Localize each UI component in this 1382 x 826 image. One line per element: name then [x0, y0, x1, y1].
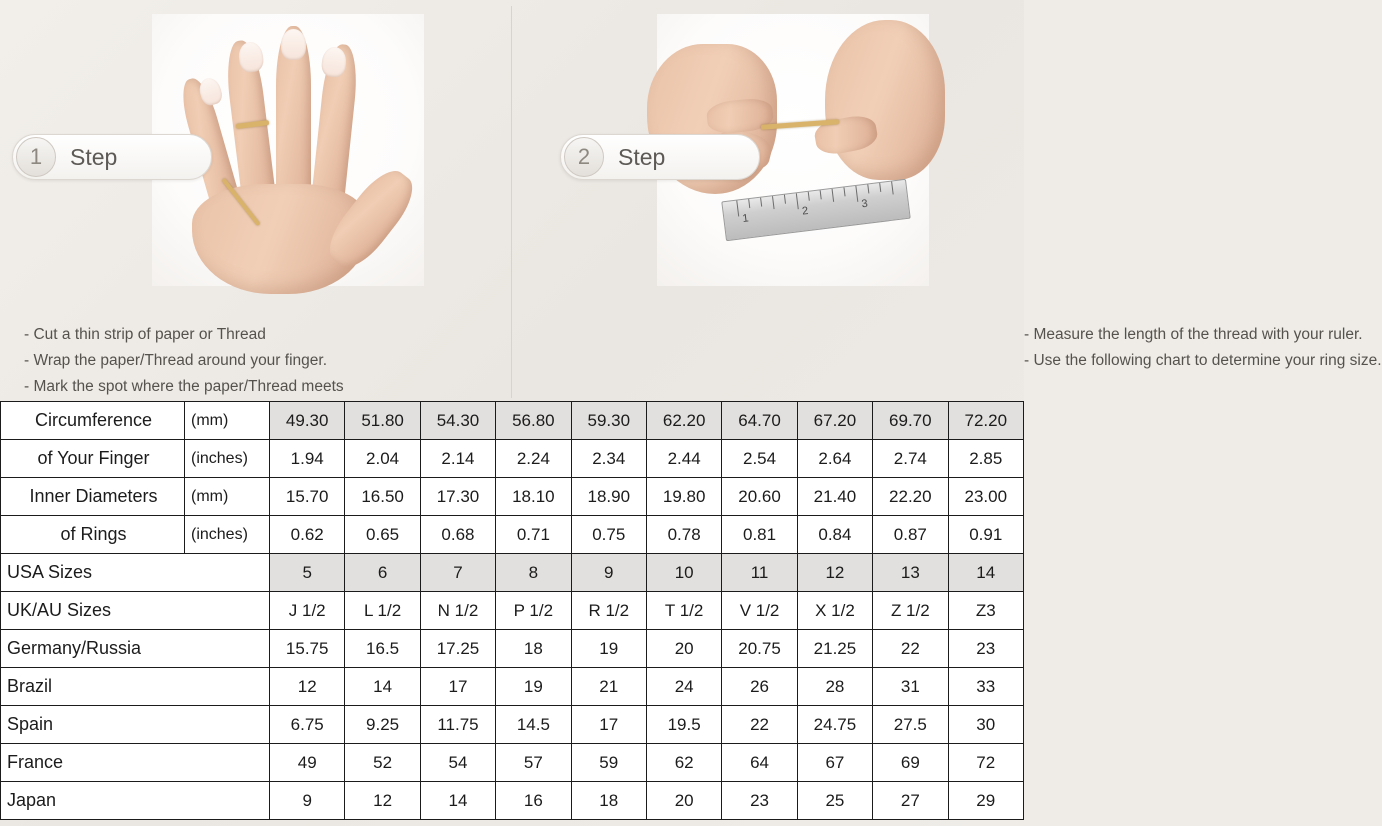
- step-number-2: 2: [564, 137, 604, 177]
- cell: 0.68: [420, 516, 495, 554]
- cell: 21.40: [797, 478, 872, 516]
- cell: 19.80: [646, 478, 721, 516]
- step-2-bullet-2: - Use the following chart to determine your ring size.: [1024, 352, 1382, 369]
- cell: 8: [496, 554, 571, 592]
- cell: 23.00: [948, 478, 1023, 516]
- cell: 9: [571, 554, 646, 592]
- table-row: [1, 440, 1024, 478]
- ruler-number-2: 2: [801, 205, 809, 218]
- cell: 2.64: [797, 440, 872, 478]
- ruler-tick: [820, 190, 822, 199]
- cell: 25: [797, 782, 872, 820]
- cell: 57: [496, 744, 571, 782]
- cell: 59: [571, 744, 646, 782]
- table-row: [1, 592, 1024, 630]
- cell: 2.54: [722, 440, 797, 478]
- cell: 1.94: [270, 440, 345, 478]
- step-panel-2: [512, 0, 1382, 400]
- cell: 28: [797, 668, 872, 706]
- cell: 52: [345, 744, 420, 782]
- cell: 2.04: [345, 440, 420, 478]
- ruler-tick: [760, 198, 762, 207]
- cell: 12: [797, 554, 872, 592]
- cell: 15.70: [270, 478, 345, 516]
- cell: 21.25: [797, 630, 872, 668]
- cell: 20.60: [722, 478, 797, 516]
- cell: 22.20: [873, 478, 948, 516]
- ruler-tick: [784, 195, 786, 204]
- row-label-circumference-2: of Your Finger: [1, 440, 185, 478]
- cell: 5: [270, 554, 345, 592]
- step-label-2: Step: [618, 143, 666, 170]
- ruler-tick: [736, 201, 739, 217]
- cell: 17: [420, 668, 495, 706]
- cell: 14: [948, 554, 1023, 592]
- cell: P 1/2: [496, 592, 571, 630]
- nail-middle: [281, 29, 306, 60]
- cell: 0.87: [873, 516, 948, 554]
- cell: 0.75: [571, 516, 646, 554]
- cell: 67.20: [797, 402, 872, 440]
- cell: 72: [948, 744, 1023, 782]
- cell: 9: [270, 782, 345, 820]
- cell: 11: [722, 554, 797, 592]
- row-label-inner-diameter: Inner Diameters: [1, 478, 185, 516]
- cell: 18: [496, 630, 571, 668]
- steps-section: [0, 0, 1382, 400]
- cell: 33: [948, 668, 1023, 706]
- cell: 0.71: [496, 516, 571, 554]
- cell: 31: [873, 668, 948, 706]
- cell: 29: [948, 782, 1023, 820]
- cell: 17.25: [420, 630, 495, 668]
- cell: 30: [948, 706, 1023, 744]
- cell: X 1/2: [797, 592, 872, 630]
- step-1-bullet-3: - Mark the spot where the paper/Thread meets: [24, 378, 344, 395]
- cell: 12: [270, 668, 345, 706]
- row-unit-mm: (mm): [185, 402, 270, 440]
- cell: 17.30: [420, 478, 495, 516]
- ruler-tick: [796, 193, 799, 209]
- table-row: [1, 630, 1024, 668]
- row-label-spain: Spain: [1, 706, 270, 744]
- row-label-france: France: [1, 744, 270, 782]
- cell: 16.5: [345, 630, 420, 668]
- cell: 27.5: [873, 706, 948, 744]
- cell: 2.44: [646, 440, 721, 478]
- cell: 20: [646, 782, 721, 820]
- cell: 14.5: [496, 706, 571, 744]
- cell: 18: [571, 782, 646, 820]
- cell: 27: [873, 782, 948, 820]
- cell: 16.50: [345, 478, 420, 516]
- cell: 24.75: [797, 706, 872, 744]
- cell: 0.91: [948, 516, 1023, 554]
- cell: T 1/2: [646, 592, 721, 630]
- step-panel-1: [0, 0, 511, 400]
- row-label-germany-russia: Germany/Russia: [1, 630, 270, 668]
- cell: 0.81: [722, 516, 797, 554]
- cell: 72.20: [948, 402, 1023, 440]
- ruler-tick: [748, 199, 750, 208]
- cell: 19: [571, 630, 646, 668]
- cell: Z 1/2: [873, 592, 948, 630]
- cell: 0.62: [270, 516, 345, 554]
- ruler-tick: [808, 192, 810, 201]
- cell: 13: [873, 554, 948, 592]
- row-label-uk-au-sizes: UK/AU Sizes: [1, 592, 270, 630]
- ruler-tick: [879, 183, 881, 192]
- cell: N 1/2: [420, 592, 495, 630]
- step-1-instructions: [24, 322, 344, 400]
- ruler-tick: [855, 186, 858, 202]
- ruler-tick: [867, 184, 869, 193]
- cell: 9.25: [345, 706, 420, 744]
- cell: 62: [646, 744, 721, 782]
- cell: 54.30: [420, 402, 495, 440]
- table-row: [1, 516, 1024, 554]
- cell: 6: [345, 554, 420, 592]
- ring-size-table: [0, 401, 1024, 820]
- cell: 11.75: [420, 706, 495, 744]
- table-row: [1, 478, 1024, 516]
- table-row: [1, 554, 1024, 592]
- cell: 6.75: [270, 706, 345, 744]
- step-number-1: 1: [16, 137, 56, 177]
- step-1-bullet-1: - Cut a thin strip of paper or Thread: [24, 326, 266, 343]
- cell: 64.70: [722, 402, 797, 440]
- cell: 69.70: [873, 402, 948, 440]
- cell: 18.10: [496, 478, 571, 516]
- step-label-1: Step: [70, 143, 118, 170]
- ruler-tick: [772, 196, 775, 209]
- cell: 2.74: [873, 440, 948, 478]
- cell: 10: [646, 554, 721, 592]
- cell: 2.85: [948, 440, 1023, 478]
- step-2-instructions: [1024, 322, 1382, 374]
- ruler-number-1: 1: [741, 212, 750, 225]
- cell: 2.14: [420, 440, 495, 478]
- cell: 23: [948, 630, 1023, 668]
- table-row: [1, 744, 1024, 782]
- row-label-inner-diameter-2: of Rings: [1, 516, 185, 554]
- table-row: [1, 402, 1024, 440]
- table-row: [1, 706, 1024, 744]
- cell: 18.90: [571, 478, 646, 516]
- step-badge-1: [12, 134, 212, 180]
- cell: 64: [722, 744, 797, 782]
- cell: Z3: [948, 592, 1023, 630]
- row-label-usa-sizes: USA Sizes: [1, 554, 270, 592]
- cell: 17: [571, 706, 646, 744]
- step-2-bullet-1: - Measure the length of the thread with your ruler.: [1024, 326, 1363, 343]
- cell: 2.34: [571, 440, 646, 478]
- ruler-tick: [832, 189, 835, 202]
- cell: 20: [646, 630, 721, 668]
- cell: 14: [420, 782, 495, 820]
- row-label-japan: Japan: [1, 782, 270, 820]
- row-label-circumference: Circumference: [1, 402, 185, 440]
- cell: 21: [571, 668, 646, 706]
- cell: 26: [722, 668, 797, 706]
- cell: 14: [345, 668, 420, 706]
- cell: 0.84: [797, 516, 872, 554]
- row-unit-inches-2: (inches): [185, 516, 270, 554]
- ruler-tick: [891, 182, 894, 195]
- cell: 7: [420, 554, 495, 592]
- cell: 0.65: [345, 516, 420, 554]
- ruler-number-3: 3: [860, 197, 869, 211]
- cell: 62.20: [646, 402, 721, 440]
- cell: 19.5: [646, 706, 721, 744]
- cell: 0.78: [646, 516, 721, 554]
- cell: 49.30: [270, 402, 345, 440]
- cell: 15.75: [270, 630, 345, 668]
- cell: 22: [722, 706, 797, 744]
- cell: 54: [420, 744, 495, 782]
- table-row: [1, 782, 1024, 820]
- row-unit-mm-2: (mm): [185, 478, 270, 516]
- cell: 12: [345, 782, 420, 820]
- cell: 67: [797, 744, 872, 782]
- cell: 49: [270, 744, 345, 782]
- row-label-brazil: Brazil: [1, 668, 270, 706]
- right-hand-palm: [825, 20, 945, 180]
- cell: 23: [722, 782, 797, 820]
- cell: 69: [873, 744, 948, 782]
- cell: L 1/2: [345, 592, 420, 630]
- ruler-tick: [843, 187, 845, 196]
- cell: J 1/2: [270, 592, 345, 630]
- cell: 51.80: [345, 402, 420, 440]
- cell: V 1/2: [722, 592, 797, 630]
- cell: 16: [496, 782, 571, 820]
- cell: 2.24: [496, 440, 571, 478]
- table-row: [1, 668, 1024, 706]
- step-badge-2: [560, 134, 760, 180]
- cell: 20.75: [722, 630, 797, 668]
- cell: 59.30: [571, 402, 646, 440]
- cell: R 1/2: [571, 592, 646, 630]
- cell: 56.80: [496, 402, 571, 440]
- row-unit-inches: (inches): [185, 440, 270, 478]
- cell: 19: [496, 668, 571, 706]
- cell: 24: [646, 668, 721, 706]
- step-1-bullet-2: - Wrap the paper/Thread around your finger.: [24, 352, 327, 369]
- cell: 22: [873, 630, 948, 668]
